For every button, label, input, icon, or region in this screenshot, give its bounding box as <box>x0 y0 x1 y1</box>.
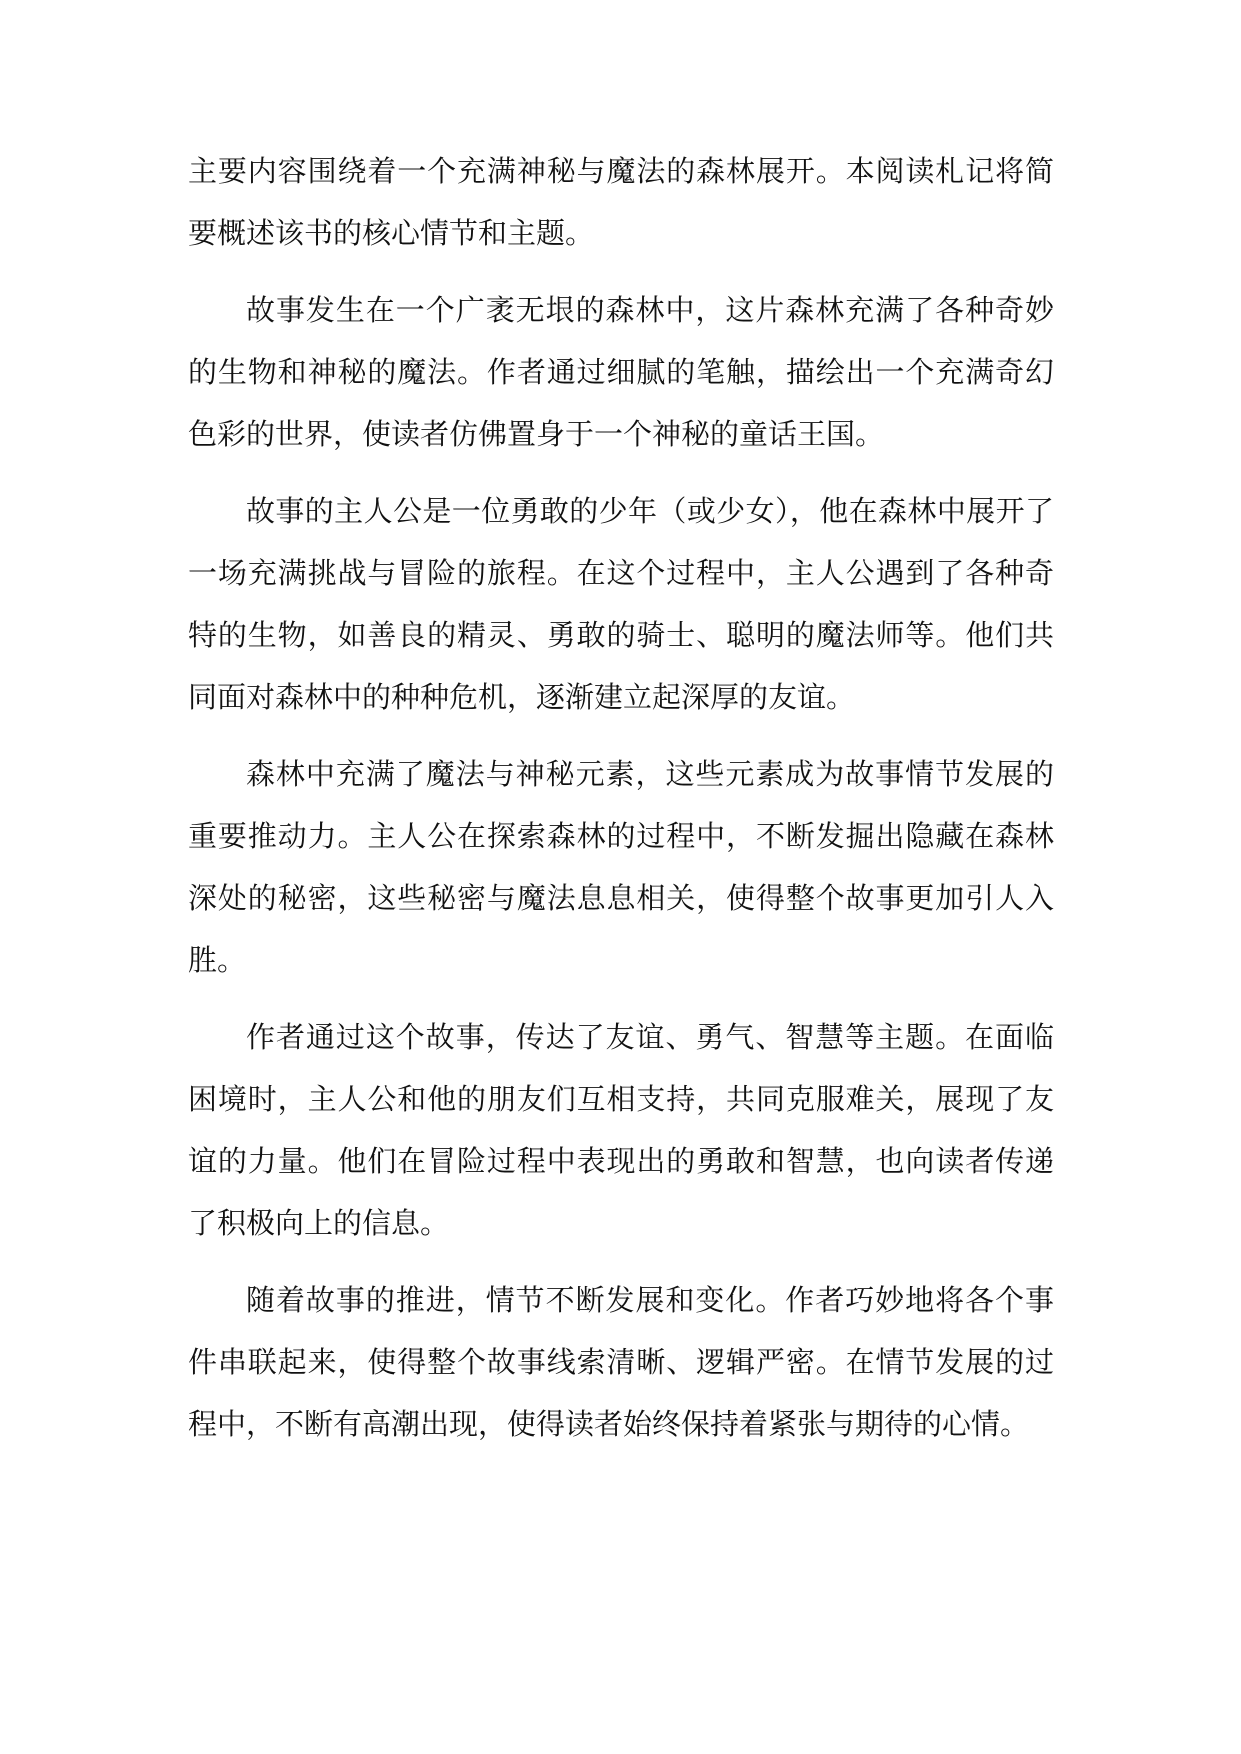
document-body <box>188 140 1054 1470</box>
paragraph-plot: 随着故事的推进，情节不断发展和变化。作者巧妙地将各个事件串联起来，使得整个故事线索清晰、逻辑严密。在情节发展的过程中，不断有高潮出现，使得读者始终保持着紧张与期待的心情。 <box>188 1283 1054 1441</box>
paragraph-intro-continued: 主要内容围绕着一个充满神秘与魔法的森林展开。本阅读札记将简要概述该书的核心情节和主题。 <box>188 154 1054 250</box>
paragraph-magic: 森林中充满了魔法与神秘元素，这些元素成为故事情节发展的重要推动力。主人公在探索森林的过程中，不断发掘出隐藏在森林深处的秘密，这些秘密与魔法息息相关，使得整个故事更加引人入胜。 <box>188 757 1054 977</box>
paragraph-setting: 故事发生在一个广袤无垠的森林中，这片森林充满了各种奇妙的生物和神秘的魔法。作者通过细腻的笔触，描绘出一个充满奇幻色彩的世界，使读者仿佛置身于一个神秘的童话王国。 <box>188 293 1054 451</box>
paragraph-protagonist: 故事的主人公是一位勇敢的少年（或少女），他在森林中展开了一场充满挑战与冒险的旅程。在这个过程中，主人公遇到了各种奇特的生物，如善良的精灵、勇敢的骑士、聪明的魔法师等。他们共同面对森林中的种种危机，逐渐建立起深厚的友谊。 <box>188 494 1054 714</box>
paragraph-themes: 作者通过这个故事，传达了友谊、勇气、智慧等主题。在面临困境时，主人公和他的朋友们互相支持，共同克服难关，展现了友谊的力量。他们在冒险过程中表现出的勇敢和智慧，也向读者传递了积极向上的信息。 <box>188 1020 1054 1240</box>
